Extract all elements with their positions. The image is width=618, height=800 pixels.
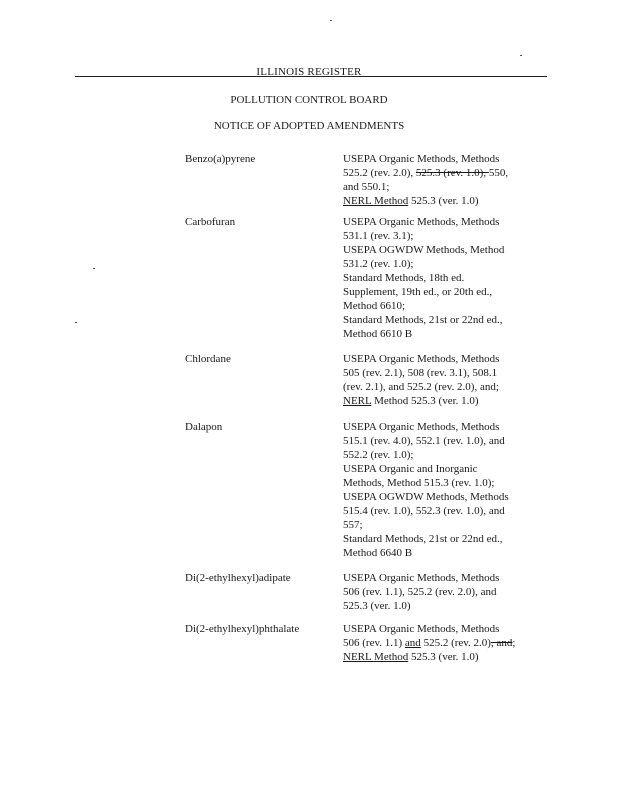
scan-speck (330, 20, 332, 21)
method-line (343, 462, 543, 476)
method-text: 550, (488, 167, 509, 179)
method-line (343, 420, 543, 434)
method-list (343, 215, 543, 341)
inserted-text: NERL (343, 395, 372, 407)
method-text: 525.3 (ver. 1.0) (408, 195, 479, 207)
method-line (343, 546, 543, 560)
notice-title: NOTICE OF ADOPTED AMENDMENTS (213, 120, 405, 132)
method-text: and 550.1; (343, 181, 390, 193)
method-text: Standard Methods, 21st or 22nd ed., (343, 533, 503, 545)
method-text: USEPA Organic Methods, Methods (343, 623, 500, 635)
method-line (343, 366, 543, 380)
method-line (343, 180, 543, 194)
method-text: 525.2 (rev. 2.0), (343, 167, 416, 179)
method-text: Method 6640 B (343, 547, 413, 559)
method-text: Methods, Method 515.3 (rev. 1.0); (343, 477, 495, 489)
method-text: Method 6610 B (343, 328, 413, 340)
method-text: Standard Methods, 18th ed. (343, 272, 465, 284)
method-text: 525.3 (ver. 1.0) (408, 651, 479, 663)
method-line (343, 448, 543, 462)
method-line (343, 299, 543, 313)
method-line (343, 194, 543, 208)
method-text: USEPA Organic Methods, Methods (343, 353, 500, 365)
method-line (343, 532, 543, 546)
method-line (343, 490, 543, 504)
method-line (343, 229, 543, 243)
method-list (343, 352, 543, 408)
method-text: 506 (rev. 1.1) (343, 637, 405, 649)
method-text: USEPA OGWDW Methods, Method (343, 244, 505, 256)
scan-speck (520, 55, 522, 56)
method-line (343, 352, 543, 366)
method-line (343, 622, 543, 636)
method-text: Standard Methods, 21st or 22nd ed., (343, 314, 503, 326)
method-text: Method 525.3 (ver. 1.0) (371, 395, 479, 407)
method-line (343, 434, 543, 448)
contaminant-name: Benzo(a)pyrene (185, 153, 256, 165)
method-line (343, 327, 543, 341)
method-line (343, 394, 543, 408)
contaminant-name: Di(2-ethylhexyl)adipate (185, 572, 291, 584)
deleted-text: 525.3 (rev. 1.0), (415, 167, 489, 179)
contaminant-name: Dalapon (185, 421, 223, 433)
method-line (343, 599, 543, 613)
contaminant-name: Carbofuran (185, 216, 236, 228)
method-list (343, 420, 543, 560)
contaminant-name: Chlordane (185, 353, 231, 365)
method-line (343, 285, 543, 299)
method-line (343, 313, 543, 327)
method-text: 525.2 (rev. 2.0) (420, 637, 491, 649)
method-line (343, 243, 543, 257)
board-title: POLLUTION CONTROL BOARD (230, 94, 388, 106)
method-line (343, 152, 543, 166)
method-line (343, 380, 543, 394)
method-list (343, 571, 543, 613)
method-line (343, 636, 543, 650)
method-line (343, 650, 543, 664)
method-line (343, 476, 543, 490)
method-line (343, 504, 543, 518)
deleted-text: , and (490, 637, 513, 649)
method-text: USEPA OGWDW Methods, Methods (343, 491, 509, 503)
scan-speck (75, 322, 77, 323)
contaminant-name: Di(2-ethylhexyl)phthalate (185, 623, 300, 635)
method-line (343, 271, 543, 285)
method-text: USEPA Organic Methods, Methods (343, 421, 500, 433)
method-text: Supplement, 19th ed., or 20th ed., (343, 286, 493, 298)
method-text: USEPA Organic Methods, Methods (343, 153, 500, 165)
method-text: 531.2 (rev. 1.0); (343, 258, 414, 270)
method-line (343, 257, 543, 271)
method-text: 531.1 (rev. 3.1); (343, 230, 414, 242)
method-line (343, 585, 543, 599)
method-line (343, 166, 543, 180)
method-line (343, 571, 543, 585)
method-text: USEPA Organic Methods, Methods (343, 216, 500, 228)
register-title: ILLINOIS REGISTER (256, 66, 362, 78)
inserted-text: and (404, 637, 421, 649)
method-text: 525.3 (ver. 1.0) (343, 600, 411, 612)
inserted-text: NERL Method (343, 651, 409, 663)
method-text: 515.4 (rev. 1.0), 552.3 (rev. 1.0), and (343, 505, 505, 517)
method-line (343, 518, 543, 532)
method-list (343, 622, 543, 664)
method-text: 515.1 (rev. 4.0), 552.1 (rev. 1.0), and (343, 435, 505, 447)
method-text: 505 (rev. 2.1), 508 (rev. 3.1), 508.1 (343, 367, 498, 379)
method-text: ; (512, 637, 516, 649)
scan-speck (93, 268, 95, 269)
method-list (343, 152, 543, 208)
method-text: 557; (343, 519, 363, 531)
method-text: 552.2 (rev. 1.0); (343, 449, 414, 461)
method-text: USEPA Organic Methods, Methods (343, 572, 500, 584)
method-text: Method 6610; (343, 300, 406, 312)
method-text: USEPA Organic and Inorganic (343, 463, 478, 475)
method-line (343, 215, 543, 229)
header-rule (75, 76, 547, 77)
inserted-text: NERL Method (343, 195, 409, 207)
method-text: 506 (rev. 1.1), 525.2 (rev. 2.0), and (343, 586, 497, 598)
method-text: (rev. 2.1), and 525.2 (rev. 2.0), and; (343, 381, 499, 393)
